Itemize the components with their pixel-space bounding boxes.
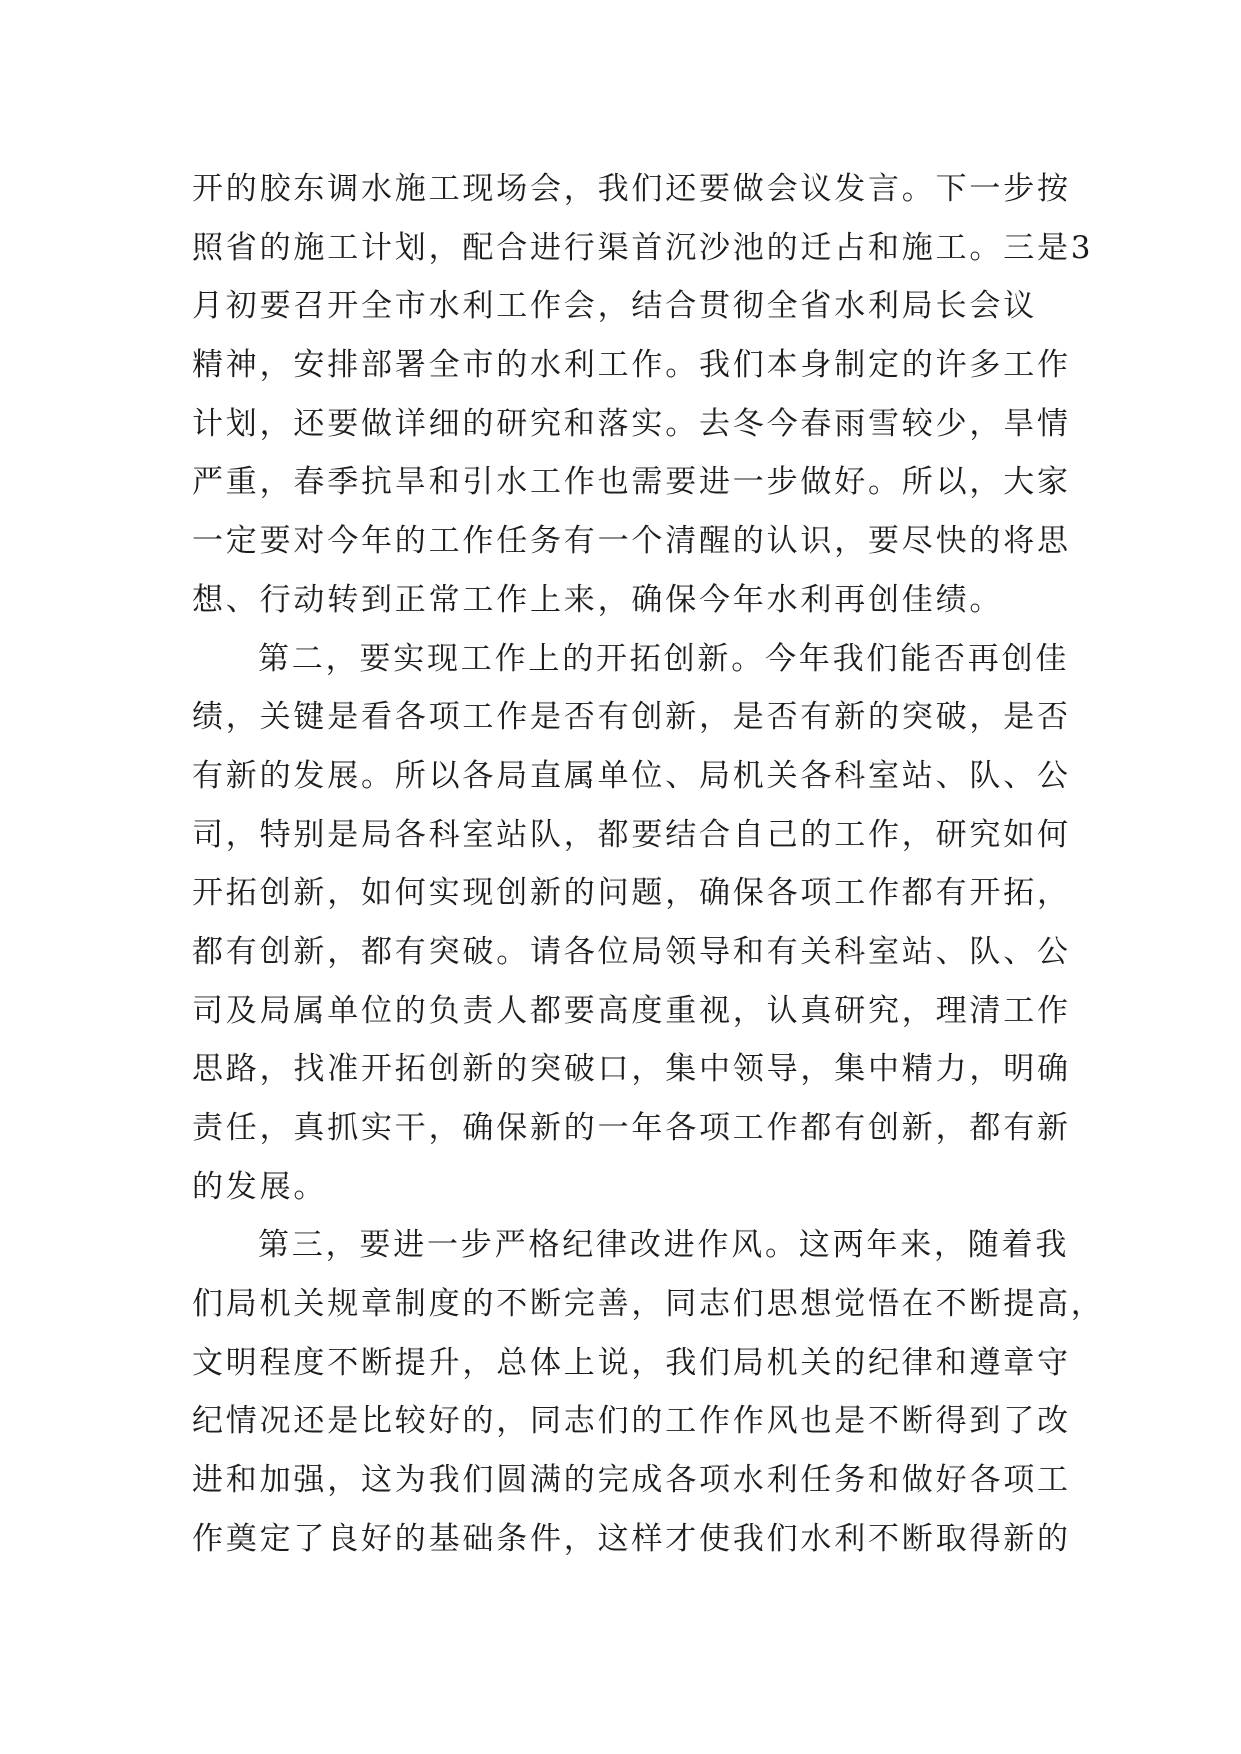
text-line: 开的胶东调水施工现场会，我们还要做会议发言。下一步按	[192, 171, 1071, 207]
text-line: 照省的施工计划，配合进行渠首沉沙池的迁占和施工。三是3	[192, 229, 1094, 266]
text-line: 都有创新，都有突破。请各位局领导和有关科室站、队、公	[192, 933, 1071, 970]
text-line: 的发展。	[192, 1168, 328, 1205]
text-line: 精神，安排部署全市的水利工作。我们本身制定的许多工作	[192, 347, 1071, 384]
text-line: 们局机关规章制度的不断完善，同志们思想觉悟在不断提高，	[192, 1286, 1105, 1323]
text-line: 有新的发展。所以各局直属单位、局机关各科室站、队、公	[192, 757, 1071, 794]
paragraph-first-line: 第三，要进一步严格纪律改进作风。这两年来，随着我	[258, 1227, 1070, 1264]
body-text	[192, 160, 1105, 1569]
text-line: 思路，找准开拓创新的突破口，集中领导，集中精力，明确	[192, 1051, 1071, 1088]
text-line: 文明程度不断提升，总体上说，我们局机关的纪律和遵章守	[192, 1344, 1071, 1381]
text-line: 进和加强，这为我们圆满的完成各项水利任务和做好各项工	[192, 1462, 1071, 1499]
text-line: 想、行动转到正常工作上来，确保今年水利再创佳绩。	[192, 581, 1004, 618]
text-line: 月初要召开全市水利工作会，结合贯彻全省水利局长会议	[192, 288, 1037, 325]
text-line: 绩，关键是看各项工作是否有创新，是否有新的突破，是否	[192, 699, 1071, 736]
text-line: 一定要对今年的工作任务有一个清醒的认识，要尽快的将思	[192, 523, 1071, 560]
text-line: 纪情况还是比较好的，同志们的工作作风也是不断得到了改	[192, 1403, 1071, 1440]
text-line: 开拓创新，如何实现创新的问题，确保各项工作都有开拓，	[192, 875, 1071, 912]
text-line: 严重，春季抗旱和引水工作也需要进一步做好。所以，大家	[192, 464, 1071, 501]
text-line: 司及局属单位的负责人都要高度重视，认真研究，理清工作	[192, 992, 1071, 1029]
paragraph-first-line: 第二，要实现工作上的开拓创新。今年我们能否再创佳	[258, 640, 1070, 677]
text-line: 责任，真抓实干，确保新的一年各项工作都有创新，都有新	[192, 1110, 1071, 1146]
text-line: 司，特别是局各科室站队，都要结合自己的工作，研究如何	[192, 816, 1071, 853]
text-line: 作奠定了良好的基础条件，这样才使我们水利不断取得新的	[192, 1520, 1071, 1557]
text-line: 计划，还要做详细的研究和落实。去冬今春雨雪较少，旱情	[192, 405, 1071, 442]
